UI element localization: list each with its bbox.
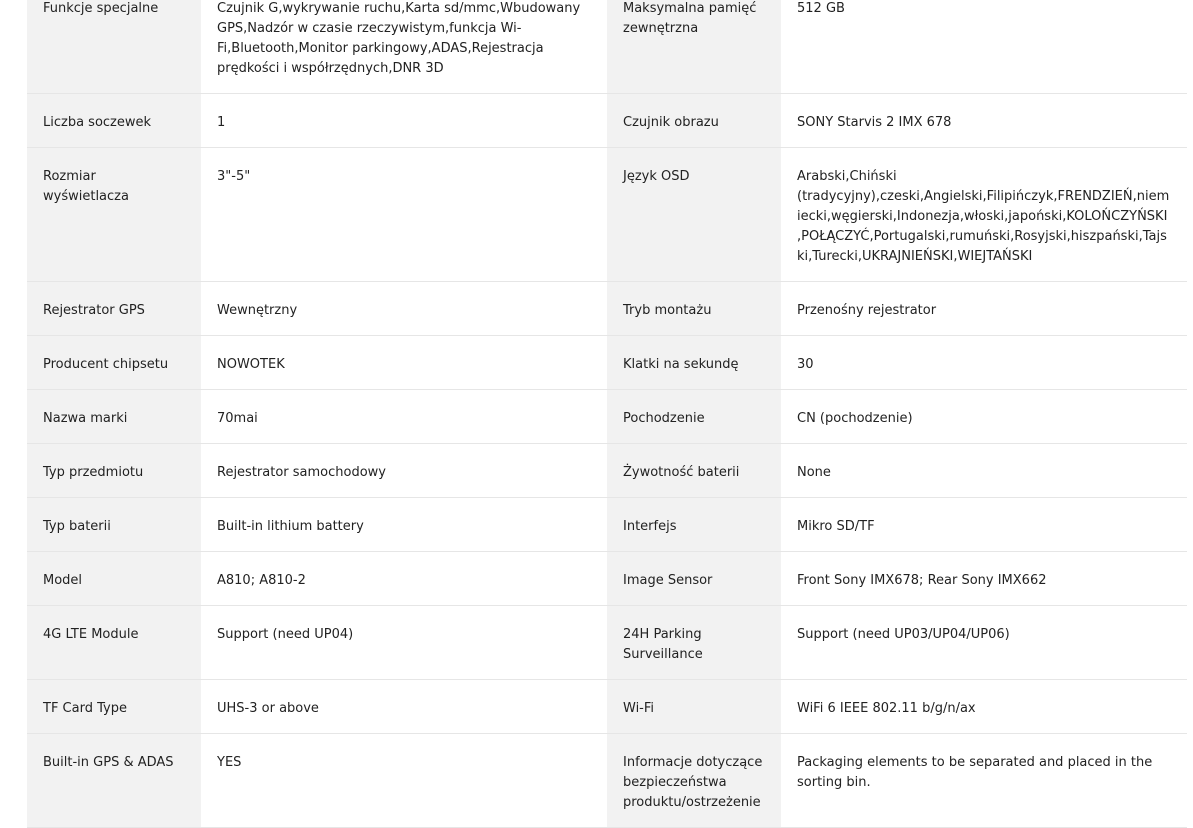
spec-key: Funkcje specjalne — [27, 0, 201, 94]
spec-key: Built-in GPS & ADAS — [27, 734, 201, 828]
spec-value: None — [781, 444, 1187, 498]
spec-value: Arabski,Chiński (tradycyjny),czeski,Angielski,Filipińczyk,FRENDZIEŃ,niemiecki,węgierski,Indonezja,włoski,japoński,KOLOŃCZYŃSKI,POŁĄCZYĆ,Portugalski,rumuński,Rosyjski,hiszpański,Tajski,Turecki,UKRAJNIEŃSKI,WIEJTAŃSKI — [781, 148, 1187, 282]
spec-value: Przenośny rejestrator — [781, 282, 1187, 336]
spec-row — [27, 390, 1187, 444]
spec-key: Klatki na sekundę — [607, 336, 781, 390]
spec-value: 30 — [781, 336, 1187, 390]
spec-value: Packaging elements to be separated and placed in the sorting bin. — [781, 734, 1187, 828]
spec-value: Rejestrator samochodowy — [201, 444, 607, 498]
spec-value: Wewnętrzny — [201, 282, 607, 336]
specification-table — [27, 0, 1187, 828]
spec-key: 4G LTE Module — [27, 606, 201, 680]
spec-key: Liczba soczewek — [27, 94, 201, 148]
spec-key: Typ przedmiotu — [27, 444, 201, 498]
spec-row — [27, 148, 1187, 282]
spec-key: Interfejs — [607, 498, 781, 552]
spec-row — [27, 552, 1187, 606]
spec-key: Język OSD — [607, 148, 781, 282]
spec-key: Typ baterii — [27, 498, 201, 552]
spec-value: UHS-3 or above — [201, 680, 607, 734]
spec-value: 512 GB — [781, 0, 1187, 94]
spec-row — [27, 606, 1187, 680]
spec-value: Support (need UP04) — [201, 606, 607, 680]
spec-key: Tryb montażu — [607, 282, 781, 336]
spec-value: 70mai — [201, 390, 607, 444]
spec-value: A810; A810-2 — [201, 552, 607, 606]
spec-key: Pochodzenie — [607, 390, 781, 444]
spec-key: 24H Parking Surveillance — [607, 606, 781, 680]
spec-value: CN (pochodzenie) — [781, 390, 1187, 444]
spec-value: SONY Starvis 2 IMX 678 — [781, 94, 1187, 148]
spec-key: TF Card Type — [27, 680, 201, 734]
spec-key: Model — [27, 552, 201, 606]
spec-key: Czujnik obrazu — [607, 94, 781, 148]
spec-value: Support (need UP03/UP04/UP06) — [781, 606, 1187, 680]
spec-key: Nazwa marki — [27, 390, 201, 444]
spec-value: NOWOTEK — [201, 336, 607, 390]
spec-key: Informacje dotyczące bezpieczeństwa produktu/ostrzeżenie — [607, 734, 781, 828]
spec-value: 1 — [201, 94, 607, 148]
spec-value: 3"-5" — [201, 148, 607, 282]
spec-row — [27, 444, 1187, 498]
spec-key: Żywotność baterii — [607, 444, 781, 498]
spec-value: WiFi 6 IEEE 802.11 b/g/n/ax — [781, 680, 1187, 734]
spec-key: Wi-Fi — [607, 680, 781, 734]
spec-value: Mikro SD/TF — [781, 498, 1187, 552]
spec-row — [27, 94, 1187, 148]
spec-row — [27, 282, 1187, 336]
spec-key: Maksymalna pamięć zewnętrzna — [607, 0, 781, 94]
spec-key: Image Sensor — [607, 552, 781, 606]
spec-row — [27, 336, 1187, 390]
spec-key: Rejestrator GPS — [27, 282, 201, 336]
spec-value: YES — [201, 734, 607, 828]
spec-row — [27, 680, 1187, 734]
spec-value: Front Sony IMX678; Rear Sony IMX662 — [781, 552, 1187, 606]
spec-key: Producent chipsetu — [27, 336, 201, 390]
specification-panel — [27, 0, 1187, 828]
spec-row — [27, 498, 1187, 552]
spec-value: Built-in lithium battery — [201, 498, 607, 552]
spec-value: Czujnik G,wykrywanie ruchu,Karta sd/mmc,Wbudowany GPS,Nadzór w czasie rzeczywistym,funkcja Wi-Fi,Bluetooth,Monitor parkingowy,ADAS,Rejestracja prędkości i współrzędnych,DNR 3D — [201, 0, 607, 94]
spec-row — [27, 0, 1187, 94]
spec-key: Rozmiar wyświetlacza — [27, 148, 201, 282]
spec-row — [27, 734, 1187, 828]
